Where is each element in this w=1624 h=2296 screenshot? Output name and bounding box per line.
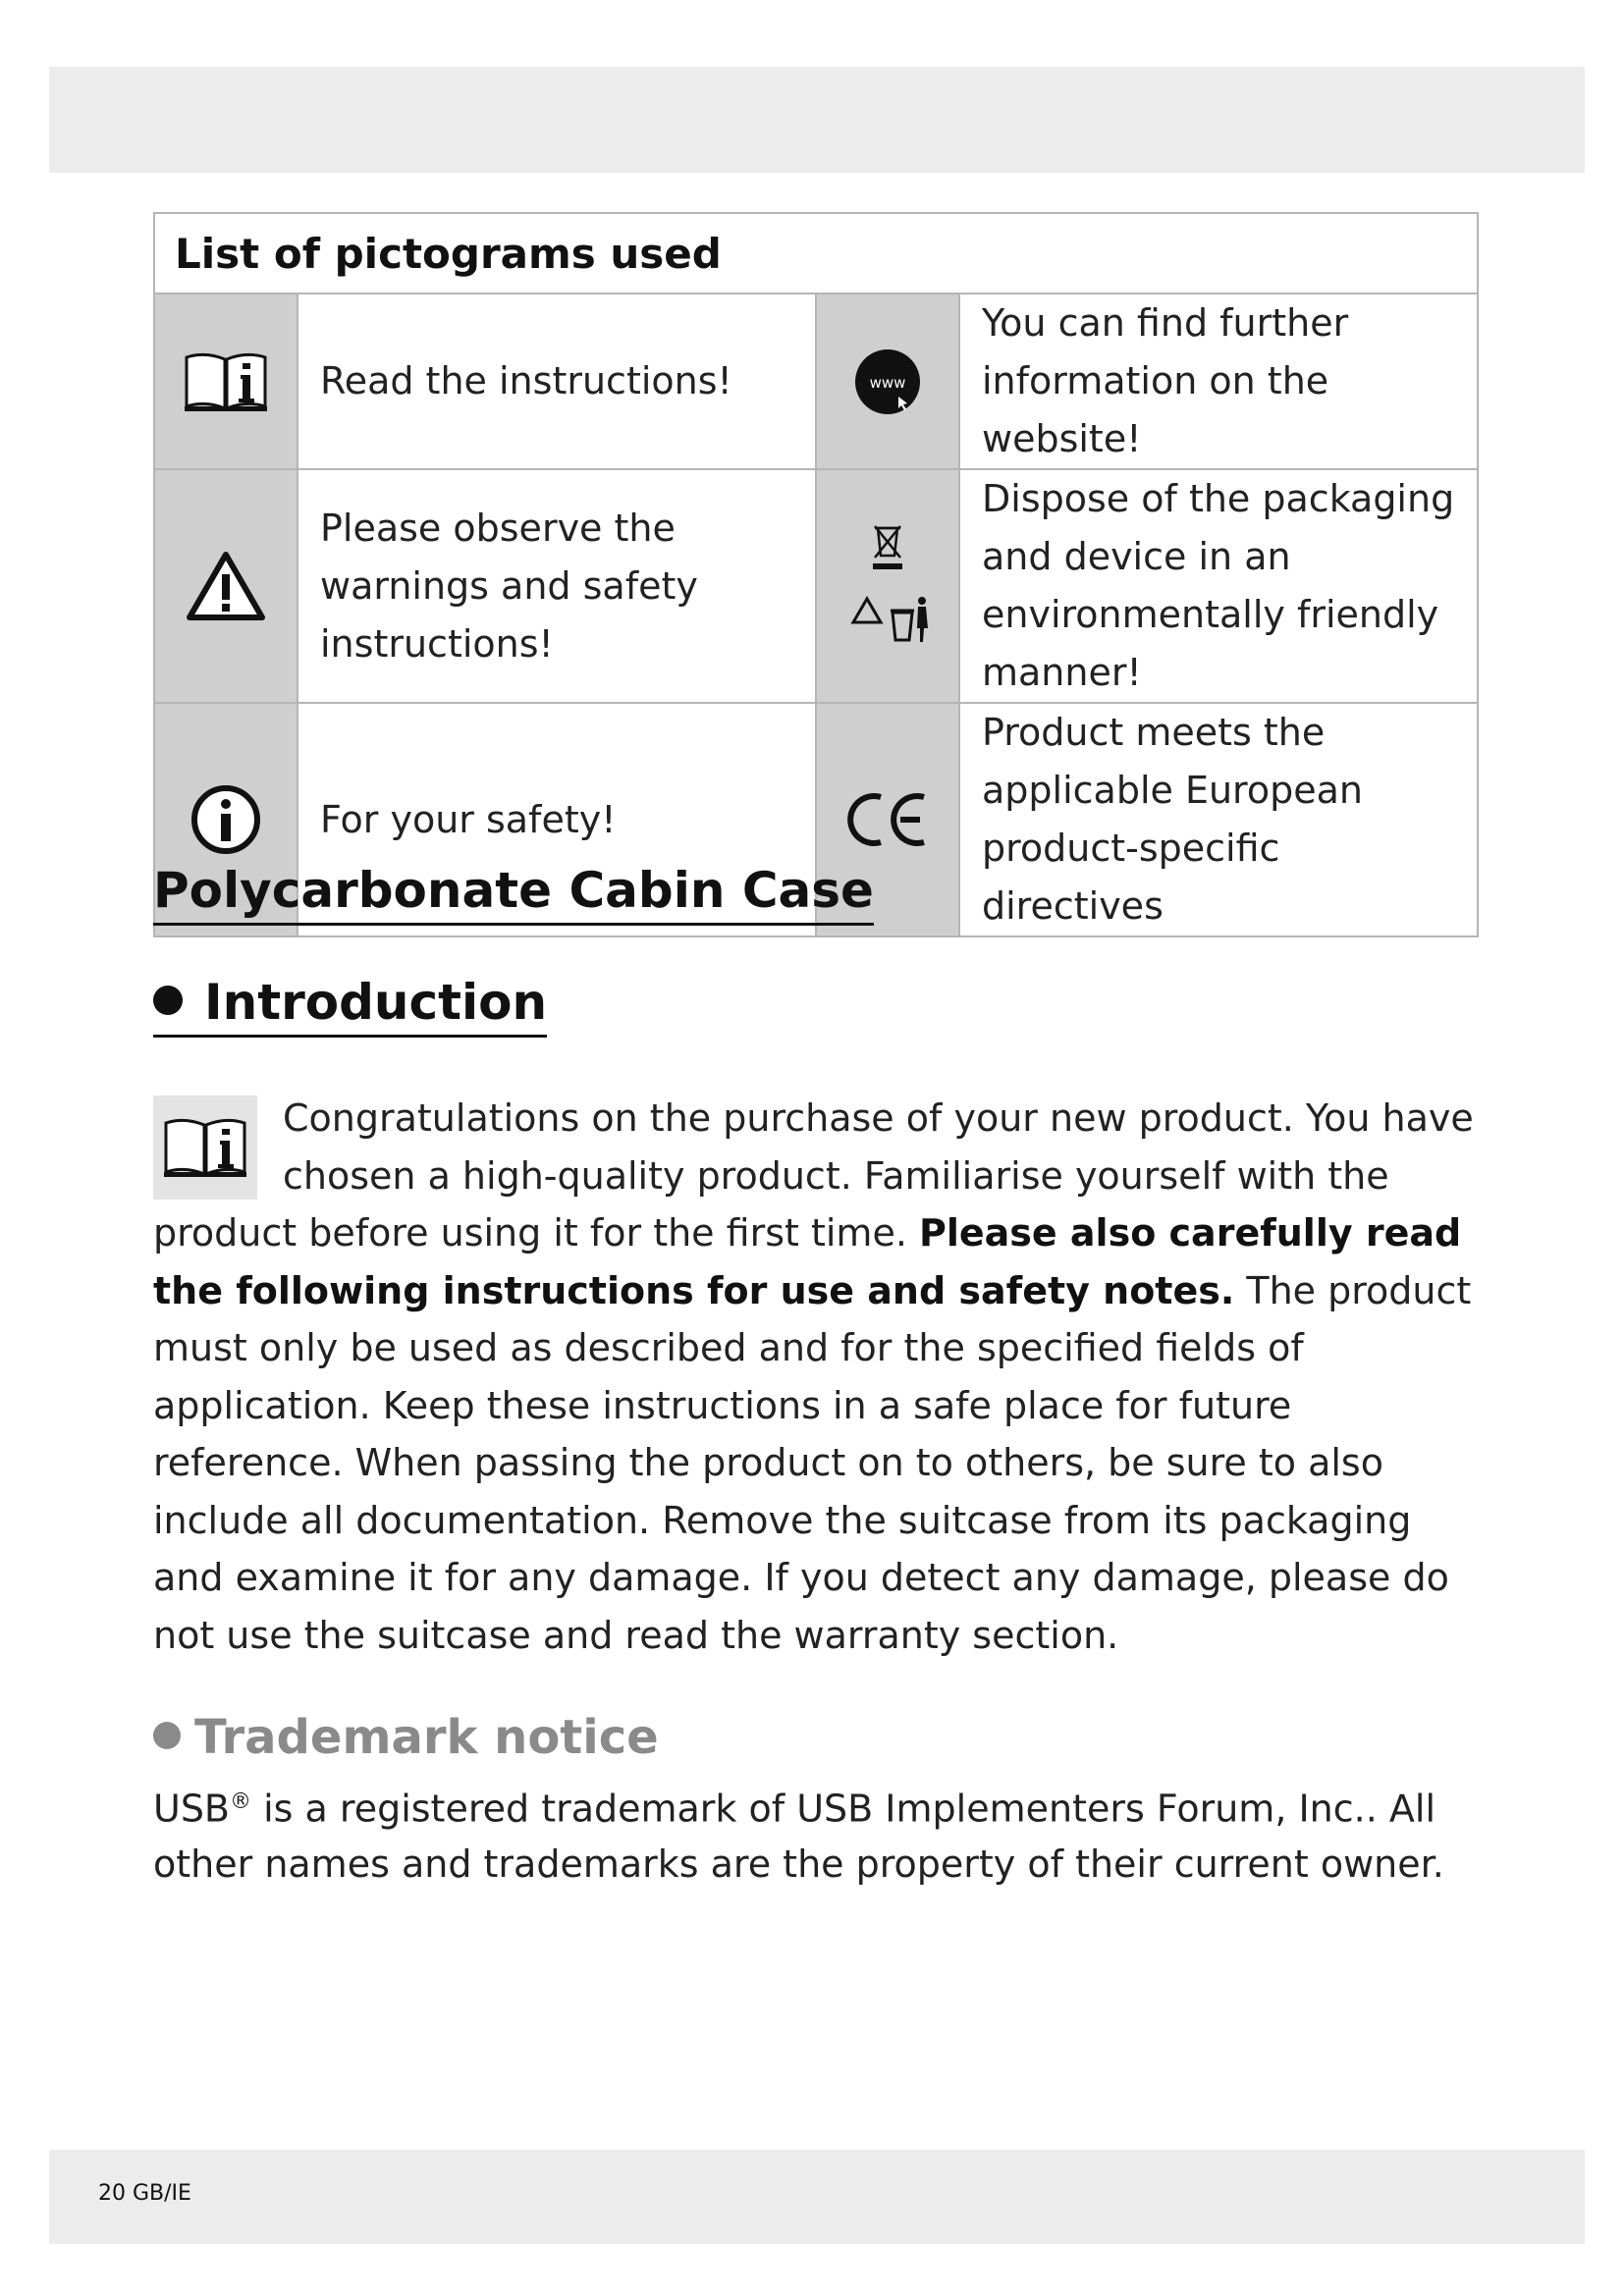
page-number: 20 GB/IE	[98, 2181, 191, 2206]
usb-label: USB	[153, 1787, 231, 1831]
introduction-heading-text: Introduction	[204, 974, 548, 1031]
table-row	[154, 294, 1478, 469]
bullet-icon	[153, 1722, 181, 1749]
trademark-text: is a registered trademark of USB Implementers Forum, Inc.. All other names and trademarks are the property of their current owner.	[153, 1787, 1444, 1886]
registered-mark: ®	[230, 1789, 252, 1814]
pictogram-table	[153, 212, 1479, 937]
pictogram-text: Product meets the applicable European product-specific directives	[959, 703, 1478, 936]
footer-band	[49, 2150, 1585, 2244]
introduction-text: Congratulations on the purchase of your new product. You have chosen a high-quality product. Familiarise yourself with the product before using it for the first time.	[153, 1096, 1474, 1255]
pictogram-text: Read the instructions!	[298, 294, 816, 469]
pictogram-table-title: List of pictograms used	[154, 213, 1478, 294]
trademark-paragraph	[153, 1775, 1479, 1892]
pictogram-text: For your safety!	[298, 703, 816, 936]
www-icon	[816, 294, 959, 469]
svg-text:www: www	[869, 373, 906, 392]
pictogram-text: Dispose of the packaging and device in an environmentally friendly manner!	[959, 469, 1478, 703]
pictogram-text: You can find further information on the website!	[959, 294, 1478, 469]
trademark-heading	[153, 1708, 659, 1767]
page-title: Polycarbonate Cabin Case	[153, 860, 874, 926]
table-row	[154, 469, 1478, 703]
recycling-disposal-icon	[816, 469, 959, 703]
pictogram-text: Please observe the warnings and safety instructions!	[298, 469, 816, 703]
introduction-bold-text: Please also carefully read the following instructions for use and safety notes.	[153, 1211, 1462, 1312]
trademark-heading-text: Trademark notice	[194, 1710, 659, 1765]
introduction-heading	[153, 972, 547, 1038]
header-band	[49, 67, 1585, 173]
bullet-icon	[153, 986, 183, 1015]
introduction-text-continued: The product must only be used as described and for the specified fields of application. Keep these instructions in a safe place for future reference. When passing the product on to others, be sure to also include all documentation. Remove the suitcase from its packaging and examine it for any damage. If you detect any damage, please do not use the suitcase and read the warranty section.	[153, 1268, 1472, 1657]
read-instructions-icon	[154, 294, 298, 469]
warning-triangle-icon	[154, 469, 298, 703]
introduction-paragraph	[153, 1090, 1479, 1664]
